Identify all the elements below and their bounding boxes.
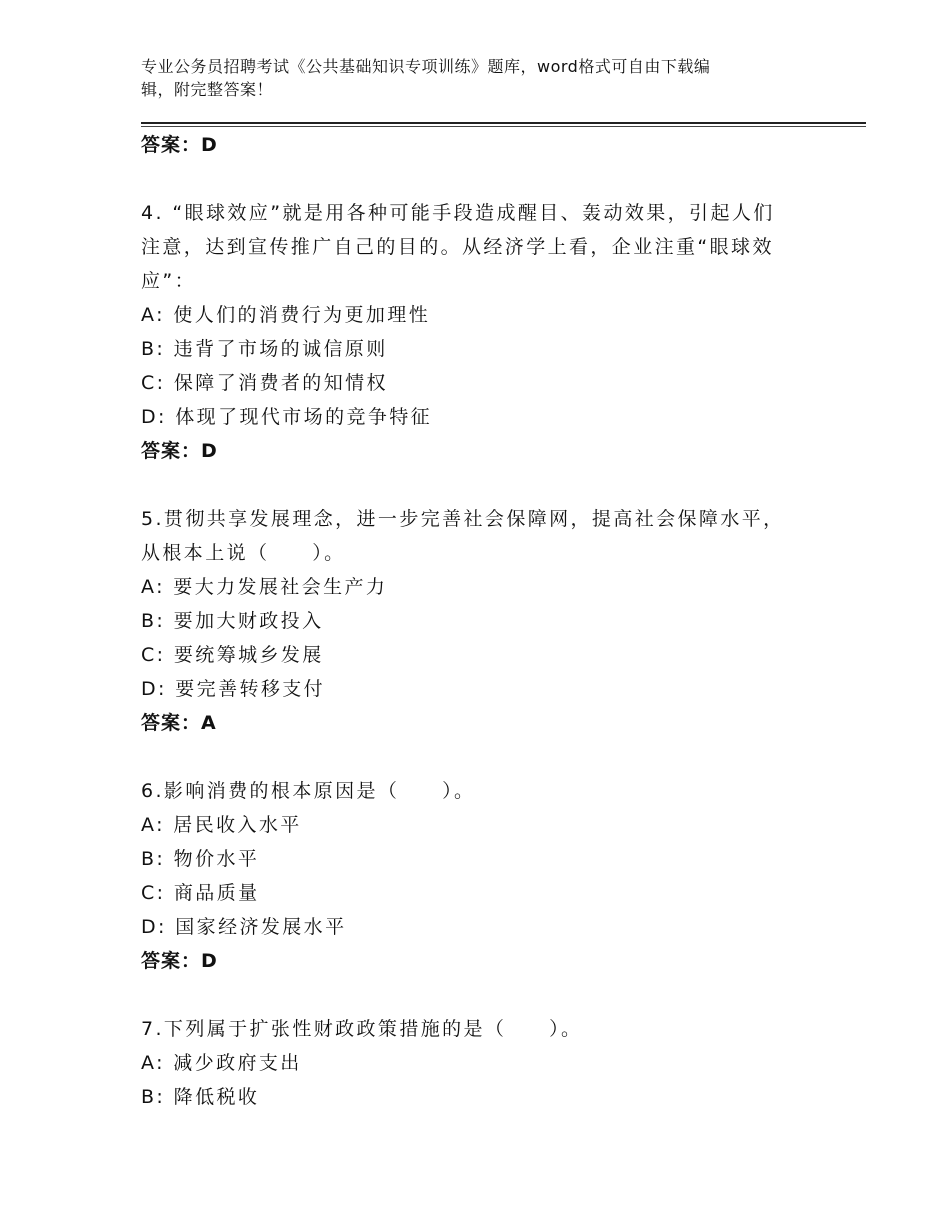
option-a: A: 居民收入水平 — [141, 814, 302, 836]
header-line-2: 辑，附完整答案！ — [141, 80, 274, 99]
question-text-line: 6.影响消费的根本原因是（ ）。 — [141, 780, 476, 802]
option-d: D: 国家经济发展水平 — [141, 916, 347, 938]
question-5 — [141, 502, 821, 740]
header-divider-thin — [141, 126, 866, 127]
question-4 — [141, 196, 821, 468]
question-text-line: 应”： — [141, 270, 197, 292]
option-c: C: 要统筹城乡发展 — [141, 644, 324, 666]
question-list — [141, 128, 821, 1114]
option-a: A: 要大力发展社会生产力 — [141, 576, 388, 598]
question-text-line: 4. “眼球效应”就是用各种可能手段造成醒目、轰动效果，引起人们 — [141, 202, 775, 224]
answer-label: 答案：D — [141, 950, 218, 972]
option-d: D: 体现了现代市场的竞争特征 — [141, 406, 433, 428]
question-text-line: 从根本上说（ ）。 — [141, 542, 346, 564]
header-line-1: 专业公务员招聘考试《公共基础知识专项训练》题库，word格式可自由下载编 — [141, 57, 711, 76]
option-c: C: 商品质量 — [141, 882, 260, 904]
option-b: B: 违背了市场的诚信原则 — [141, 338, 388, 360]
header-divider-thick — [141, 122, 866, 124]
question-7 — [141, 1012, 821, 1114]
document-header — [141, 55, 791, 101]
option-b: B: 物价水平 — [141, 848, 260, 870]
option-b: B: 要加大财政投入 — [141, 610, 324, 632]
answer-label: 答案：D — [141, 134, 218, 156]
question-text-line: 注意，达到宣传推广自己的目的。从经济学上看，企业注重“眼球效 — [141, 236, 774, 258]
option-d: D: 要完善转移支付 — [141, 678, 326, 700]
answer-label: 答案：A — [141, 712, 217, 734]
option-a: A: 使人们的消费行为更加理性 — [141, 304, 431, 326]
option-c: C: 保障了消费者的知情权 — [141, 372, 388, 394]
answer-label: 答案：D — [141, 440, 218, 462]
question-text-line: 5.贯彻共享发展理念，进一步完善社会保障网，提高社会保障水平， — [141, 508, 785, 530]
question-text-line: 7.下列属于扩张性财政政策措施的是（ ）。 — [141, 1018, 583, 1040]
question-6 — [141, 774, 821, 978]
option-a: A: 减少政府支出 — [141, 1052, 302, 1074]
option-b: B: 降低税收 — [141, 1086, 260, 1108]
